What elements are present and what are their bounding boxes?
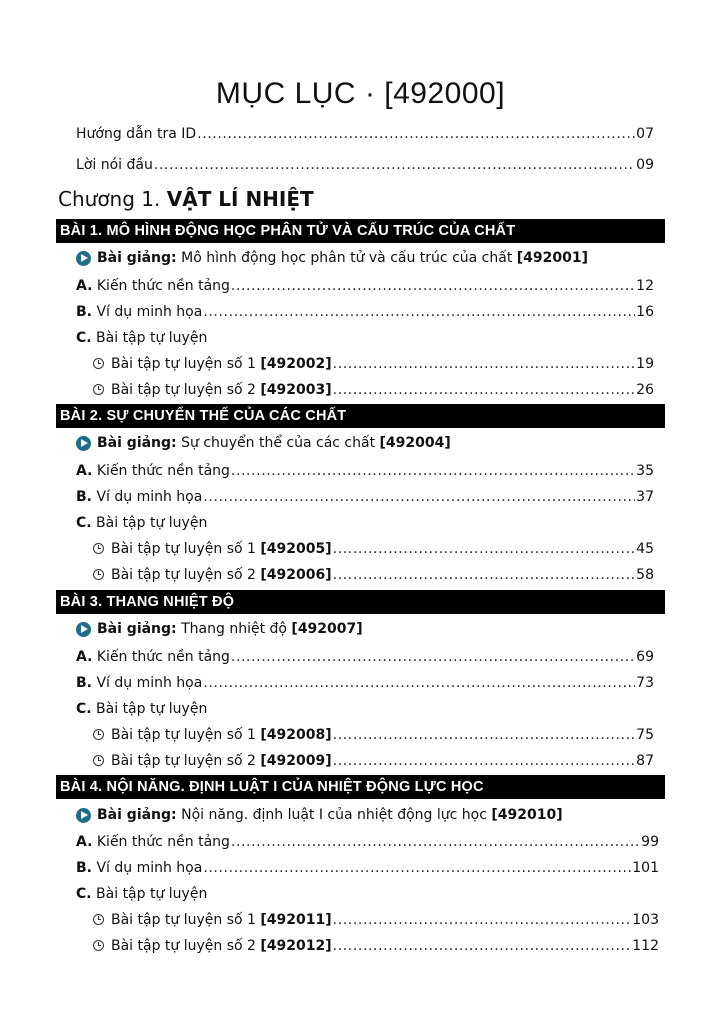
toc-exercise-entry[interactable]: Bài tập tự luyện số 1 [492008] ..... 75 [93,726,654,744]
toc-entry-a[interactable]: A. Kiến thức nền tảng ..... 35 [76,462,654,480]
page-number: 09 [636,157,654,173]
leader-dots [333,540,636,558]
toc-entry-a[interactable]: A. Kiến thức nền tảng ..... 99 [76,833,659,851]
toc-entry-a[interactable]: A. Kiến thức nền tảng ..... 12 [76,277,654,295]
clock-icon [93,569,104,580]
page-number: 16 [636,304,654,320]
leader-dots [203,859,631,877]
page-number: 73 [636,675,654,691]
clock-icon [93,543,104,554]
toc-entry-b[interactable]: B. Ví dụ minh họa ..... 73 [76,674,654,692]
page-number: 103 [632,912,659,928]
play-circle-icon [76,251,91,266]
leader-dots [231,462,635,480]
leader-dots [333,752,636,770]
play-circle-icon [76,808,91,823]
toc-entry-c: C. Bài tập tự luyện [76,515,208,531]
leader-dots [203,488,635,506]
clock-icon [93,358,104,369]
toc-exercise-entry[interactable]: Bài tập tự luyện số 2 [492012] ..... 112 [93,937,659,955]
clock-icon [93,384,104,395]
page-number: 69 [636,649,654,665]
page-number: 19 [636,356,654,372]
toc-entry-a[interactable]: A. Kiến thức nền tảng ..... 69 [76,648,654,666]
leader-dots [231,833,640,851]
lecture-link[interactable]: Bài giảng: Mô hình động học phân tử và cấu trúc của chất [492001] [76,249,588,267]
toc-entry-label: Lời nói đầu [76,157,153,173]
page-number: 07 [636,126,654,142]
leader-dots [231,648,635,666]
leader-dots [333,381,636,399]
toc-exercise-entry[interactable]: Bài tập tự luyện số 2 [492003] ..... 26 [93,381,654,399]
toc-entry-b[interactable]: B. Ví dụ minh họa ..... 101 [76,859,659,877]
page-number: 101 [632,860,659,876]
play-circle-icon [76,436,91,451]
clock-icon [93,729,104,740]
lesson-header[interactable]: BÀI 2. SỰ CHUYỂN THỂ CỦA CÁC CHẤT [56,404,665,428]
page-number: 45 [636,541,654,557]
toc-exercise-entry[interactable]: Bài tập tự luyện số 1 [492005] ..... 45 [93,540,654,558]
play-circle-icon [76,622,91,637]
page-number: 37 [636,489,654,505]
clock-icon [93,755,104,766]
page-number: 75 [636,727,654,743]
leader-dots [231,277,635,295]
leader-dots [333,911,632,929]
page-number: 112 [632,938,659,954]
page-number: 12 [636,278,654,294]
leader-dots [333,355,636,373]
page-number: 35 [636,463,654,479]
toc-exercise-entry[interactable]: Bài tập tự luyện số 2 [492006] ..... 58 [93,566,654,584]
page-number: 99 [641,834,659,850]
toc-entry-preface[interactable] [76,156,654,174]
toc-exercise-entry[interactable]: Bài tập tự luyện số 1 [492002] ..... 19 [93,355,654,373]
lecture-link[interactable]: Bài giảng: Thang nhiệt độ [492007] [76,620,363,638]
page-title: MỤC LỤC · [492000] [215,77,506,110]
leader-dots [197,125,635,143]
toc-entry-guide[interactable] [76,125,654,143]
leader-dots [333,566,636,584]
clock-icon [93,914,104,925]
leader-dots [333,726,636,744]
clock-icon [93,940,104,951]
lecture-link[interactable]: Bài giảng: Sự chuyển thể của các chất [492004] [76,434,451,452]
leader-dots [203,674,635,692]
chapter-heading: Chương 1. VẬT LÍ NHIỆT [58,187,314,211]
page-number: 26 [636,382,654,398]
toc-entry-c: C. Bài tập tự luyện [76,330,208,346]
toc-entry-c: C. Bài tập tự luyện [76,886,208,902]
toc-entry-c: C. Bài tập tự luyện [76,701,208,717]
lesson-header[interactable]: BÀI 4. NỘI NĂNG. ĐỊNH LUẬT I CỦA NHIỆT ĐỘNG LỰC HỌC [56,775,665,799]
toc-exercise-entry[interactable]: Bài tập tự luyện số 1 [492011] ..... 103 [93,911,659,929]
toc-exercise-entry[interactable]: Bài tập tự luyện số 2 [492009] ..... 87 [93,752,654,770]
toc-entry-label: Hướng dẫn tra ID [76,126,197,142]
page-number: 58 [636,567,654,583]
leader-dots [154,156,635,174]
leader-dots [203,303,635,321]
lecture-link[interactable]: Bài giảng: Nội năng. định luật I của nhiệt động lực học [492010] [76,806,563,824]
lesson-header[interactable]: BÀI 1. MÔ HÌNH ĐỘNG HỌC PHÂN TỬ VÀ CẤU TRÚC CỦA CHẤT [56,219,665,243]
page-number: 87 [636,753,654,769]
lesson-header[interactable]: BÀI 3. THANG NHIỆT ĐỘ [56,590,665,614]
toc-entry-b[interactable]: B. Ví dụ minh họa ..... 37 [76,488,654,506]
toc-entry-b[interactable]: B. Ví dụ minh họa ..... 16 [76,303,654,321]
leader-dots [333,937,632,955]
